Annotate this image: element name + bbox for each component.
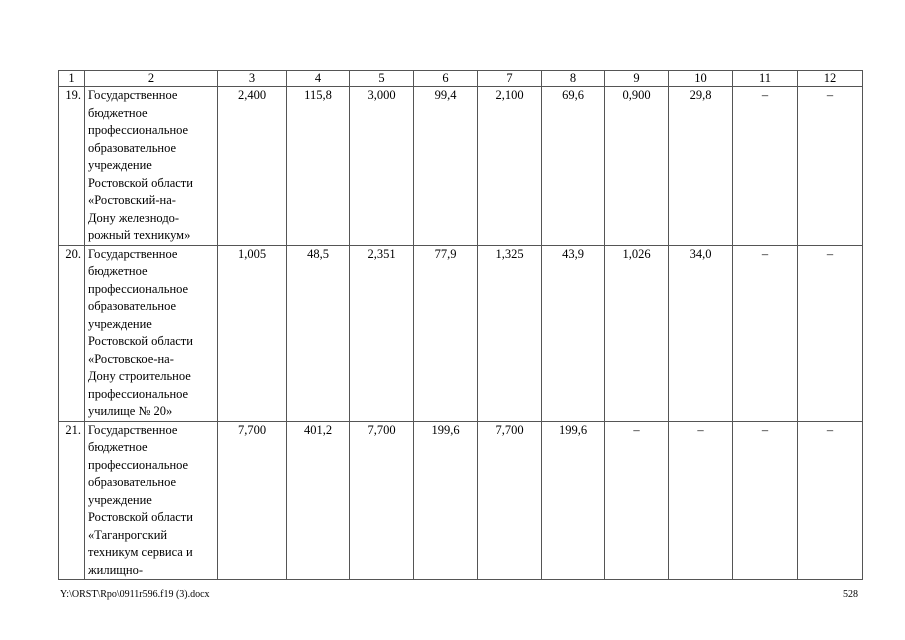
row-number: 21. [59,421,85,580]
institution-name-line: профессиональное [88,457,189,472]
institution-name-line: Государственное [88,246,178,261]
cell-col-12: – [798,421,863,580]
institution-name-line: образовательное [88,299,177,313]
cell-col-7: 7,700 [478,421,542,580]
cell-col-11: – [733,87,798,246]
cell-col-9: 1,026 [605,245,669,421]
institution-name-line: образовательное [88,140,177,155]
column-header-9: 9 [605,71,669,87]
cell-col-7: 2,100 [478,87,542,246]
cell-col-4: 115,8 [287,87,350,246]
institution-name-line: училище № 20» [88,404,173,418]
institution-name [85,87,218,246]
row-number: 20. [59,245,85,421]
cell-col-9: 0,900 [605,87,669,246]
cell-col-3: 2,400 [218,87,287,246]
institution-name-line: жилищно- [88,562,143,577]
column-header-11: 11 [733,71,798,87]
cell-col-8: 199,6 [542,421,605,580]
cell-col-4: 401,2 [287,421,350,580]
institution-name-line: профессиональное [88,123,189,137]
table-row [59,245,863,421]
institution-name-line: учреждение [88,492,152,507]
institution-name-line: Ростовской области [88,175,193,190]
institution-name-line: Государственное [88,88,178,102]
column-header-3: 3 [218,71,287,87]
column-header-8: 8 [542,71,605,87]
column-header-10: 10 [669,71,733,87]
cell-col-4: 48,5 [287,245,350,421]
institution-name-line: рожный техникум» [88,228,191,242]
cell-col-11: – [733,245,798,421]
cell-col-5: 7,700 [350,421,414,580]
column-header-5: 5 [350,71,414,87]
column-header-7: 7 [478,71,542,87]
institution-name-line: техникум сервиса и [88,545,193,559]
cell-col-6: 99,4 [414,87,478,246]
footer-page-number: 528 [843,589,858,600]
cell-col-8: 69,6 [542,87,605,246]
institution-name-line: Дону железнодо- [88,210,180,225]
institution-name-line: образовательное [88,475,177,489]
institution-name-line: бюджетное [88,264,148,278]
cell-col-12: – [798,245,863,421]
column-header-12: 12 [798,71,863,87]
cell-col-10: 29,8 [669,87,733,246]
institution-name-line: Ростовской области [88,334,193,348]
institution-name-line: «Таганрогский [88,527,168,542]
institution-name-line: бюджетное [88,105,148,120]
cell-col-8: 43,9 [542,245,605,421]
column-header-6: 6 [414,71,478,87]
cell-col-11: – [733,421,798,580]
institution-name-line: профессиональное [88,281,189,296]
institution-name-line: «Ростовский-на- [88,193,176,207]
institution-name-line: Ростовской области [88,510,193,524]
cell-col-10: 34,0 [669,245,733,421]
institution-name [85,245,218,421]
cell-col-12: – [798,87,863,246]
cell-col-7: 1,325 [478,245,542,421]
header-row [59,71,863,87]
cell-col-9: – [605,421,669,580]
cell-col-3: 1,005 [218,245,287,421]
institution-name-line: бюджетное [88,440,148,454]
column-header-4: 4 [287,71,350,87]
institution-name-line: учреждение [88,316,152,331]
cell-col-3: 7,700 [218,421,287,580]
institution-name-line: профессиональное [88,386,189,401]
cell-col-6: 77,9 [414,245,478,421]
cell-col-5: 2,351 [350,245,414,421]
table-row [59,421,863,580]
table-body [59,71,863,580]
institution-name [85,421,218,580]
institution-name-line: Дону строительное [88,369,191,383]
data-table [58,70,863,580]
cell-col-5: 3,000 [350,87,414,246]
footer-file-path: Y:\ORST\Rpo\0911r596.f19 (3).docx [60,589,210,600]
cell-col-10: – [669,421,733,580]
row-number: 19. [59,87,85,246]
institution-name-line: «Ростовское-на- [88,351,174,366]
institution-name-line: Государственное [88,422,178,437]
institution-name-line: учреждение [88,158,152,172]
column-header-2: 2 [85,71,218,87]
table-row [59,87,863,246]
column-header-1: 1 [59,71,85,87]
cell-col-6: 199,6 [414,421,478,580]
